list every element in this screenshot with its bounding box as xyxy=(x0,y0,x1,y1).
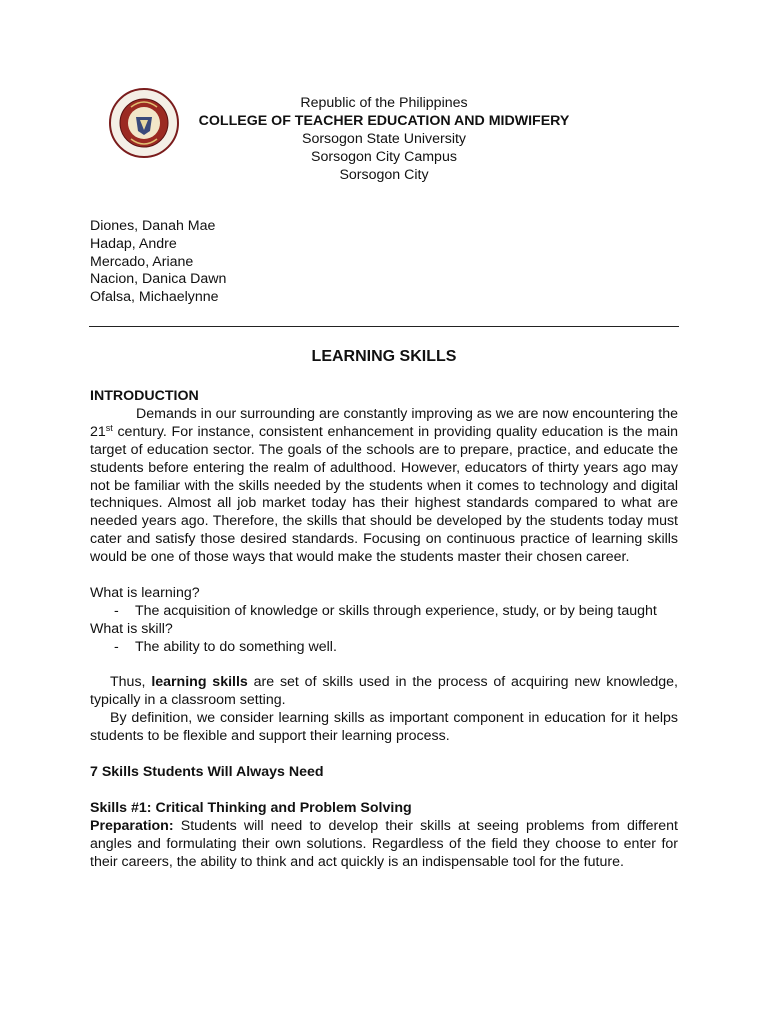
question-learning: What is learning? xyxy=(90,584,200,601)
document-body xyxy=(90,388,678,871)
summary-paragraph-1: Thus, learning skills are set of skills used in the process of acquiring new knowledge, typically in a classroom setting. xyxy=(90,674,679,709)
header-city: Sorsogon City xyxy=(339,167,429,183)
question-skill: What is skill? xyxy=(90,620,173,637)
skill-1-paragraph: Preparation: Students will need to develop their skills at seeing problems from different angles and formulating their own solutions. Regardless of the field they choose to enter for their careers, the ability to think and act quickly is an indispensable tool for the future. xyxy=(90,817,678,870)
definition-learning: - The acquisition of knowledge or skills through experience, study, or by being taught xyxy=(114,602,657,619)
author-name: Hadap, Andre xyxy=(90,235,177,252)
author-name: Mercado, Ariane xyxy=(90,253,194,270)
skill-1-heading: Skills #1: Critical Thinking and Problem Solving xyxy=(90,799,412,816)
document-header xyxy=(180,94,588,184)
header-campus: Sorsogon City Campus xyxy=(311,149,457,165)
author-name: Diones, Danah Mae xyxy=(90,218,216,234)
author-name: Nacion, Danica Dawn xyxy=(90,271,227,288)
header-republic: Republic of the Philippines xyxy=(300,95,468,111)
horizontal-divider xyxy=(89,326,679,327)
header-college: COLLEGE OF TEACHER EDUCATION AND MIDWIFERY xyxy=(198,113,570,129)
intro-heading: INTRODUCTION xyxy=(90,388,199,404)
author-list xyxy=(90,218,226,307)
summary-paragraph-2: By definition, we consider learning skills as important component in education for it helps students to be flexible and support their learning process. xyxy=(90,710,678,745)
skills-section-heading: 7 Skills Students Will Always Need xyxy=(90,763,324,780)
definition-skill: - The ability to do something well. xyxy=(114,638,337,655)
header-university: Sorsogon State University xyxy=(301,131,467,147)
university-seal-logo xyxy=(109,87,179,159)
intro-paragraph: Demands in our surrounding are constantly improving as we are now encountering the 21st century. For instance, consistent enhancement in providing quality education is the main target of education sector. The goals of the schools are to prepare, practice, and educate the students before entering the realm of adulthood. However, educators of thirty years ago may not be familiar with the skills needed by the students when it comes to technology and digital techniques. Almost all job market today has their highest standards compared to what are needed years ago. Therefore, the skills that should be developed by the students today must cater and satisfy those desired standards. Focusing on continuous practice of learning skills would be one of those ways that would make the students master their chosen career. xyxy=(90,405,678,566)
document-title: LEARNING SKILLS xyxy=(311,348,457,365)
author-name: Ofalsa, Michaelynne xyxy=(90,289,219,306)
